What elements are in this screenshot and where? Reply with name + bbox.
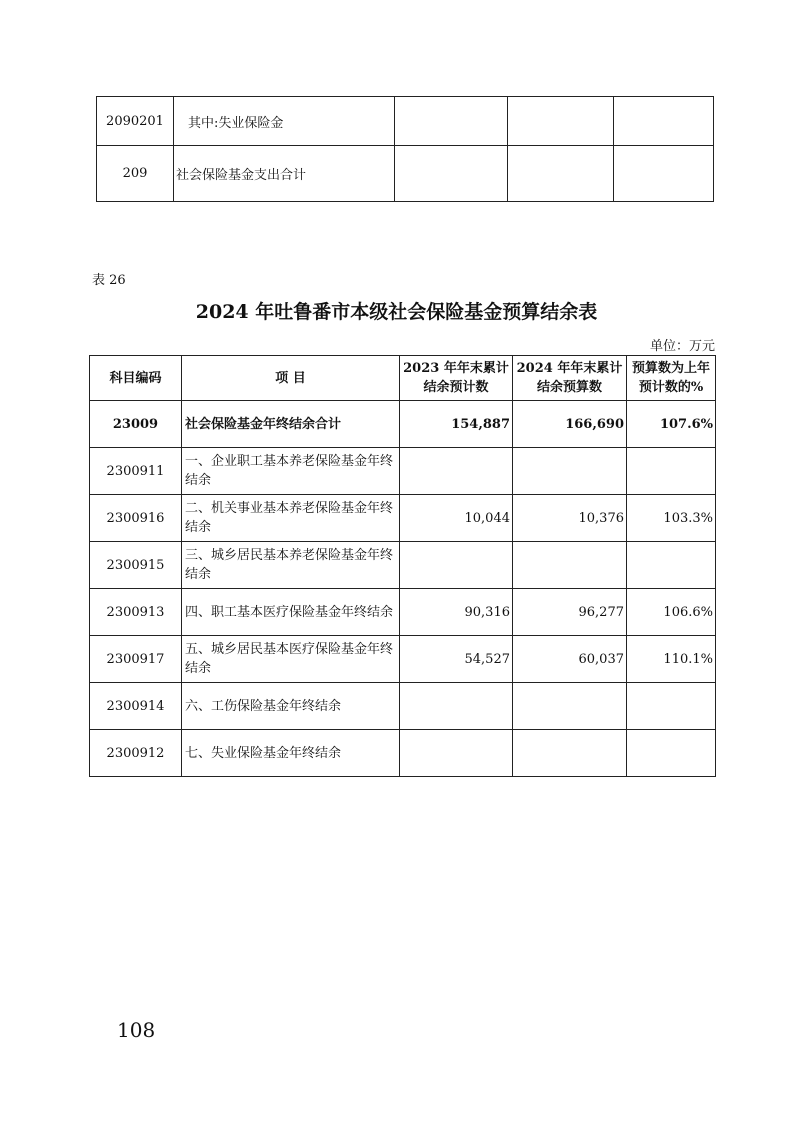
percent-cell <box>627 542 716 589</box>
value-cell <box>508 97 614 146</box>
code-cell: 2300914 <box>90 683 182 730</box>
table-number: 表 26 <box>92 273 126 288</box>
value-2023-cell <box>400 683 513 730</box>
value-2023-cell: 154,887 <box>400 401 513 448</box>
code-cell: 209 <box>97 146 174 202</box>
name-cell: 一、企业职工基本养老保险基金年终结余 <box>182 448 400 495</box>
value-cell <box>508 146 614 202</box>
page-number: 108 <box>117 1018 156 1042</box>
value-2023-cell: 54,527 <box>400 636 513 683</box>
value-cell <box>395 146 508 202</box>
value-2024-cell <box>513 730 627 777</box>
name-cell: 社会保险基金年终结余合计 <box>182 401 400 448</box>
code-cell: 2300917 <box>90 636 182 683</box>
total-row <box>90 401 716 448</box>
unit-label: 单位：万元 <box>649 339 715 354</box>
header-name: 项 目 <box>182 356 400 401</box>
percent-cell: 106.6% <box>627 589 716 636</box>
name-cell: 二、机关事业基本养老保险基金年终结余 <box>182 495 400 542</box>
header-2024: 2024 年年末累计结余预算数 <box>513 356 627 401</box>
value-2023-cell: 10,044 <box>400 495 513 542</box>
value-2024-cell <box>513 542 627 589</box>
code-cell: 2300913 <box>90 589 182 636</box>
code-cell: 2300915 <box>90 542 182 589</box>
table-row <box>90 636 716 683</box>
table-row <box>97 97 714 146</box>
budget-balance-table <box>89 355 716 777</box>
table-row <box>90 542 716 589</box>
value-2023-cell: 90,316 <box>400 589 513 636</box>
percent-cell <box>627 683 716 730</box>
value-2024-cell: 10,376 <box>513 495 627 542</box>
code-cell: 2300911 <box>90 448 182 495</box>
value-cell <box>395 97 508 146</box>
value-2023-cell <box>400 448 513 495</box>
value-2024-cell <box>513 683 627 730</box>
percent-cell <box>627 730 716 777</box>
table-row <box>90 448 716 495</box>
name-cell: 六、工伤保险基金年终结余 <box>182 683 400 730</box>
percent-cell: 103.3% <box>627 495 716 542</box>
value-cell <box>614 146 714 202</box>
value-cell <box>614 97 714 146</box>
code-cell: 2090201 <box>97 97 174 146</box>
code-cell: 2300916 <box>90 495 182 542</box>
value-2023-cell <box>400 542 513 589</box>
table-row <box>90 730 716 777</box>
header-percent: 预算数为上年预计数的% <box>627 356 716 401</box>
header-code: 科目编码 <box>90 356 182 401</box>
name-cell: 三、城乡居民基本养老保险基金年终结余 <box>182 542 400 589</box>
name-cell: 五、城乡居民基本医疗保险基金年终结余 <box>182 636 400 683</box>
value-2023-cell <box>400 730 513 777</box>
table-row <box>90 683 716 730</box>
percent-cell: 110.1% <box>627 636 716 683</box>
header-2023: 2023 年年末累计结余预计数 <box>400 356 513 401</box>
page-title: 2024 年吐鲁番市本级社会保险基金预算结余表 <box>195 301 598 323</box>
code-cell: 2300912 <box>90 730 182 777</box>
table-row <box>97 146 714 202</box>
name-cell: 其中:失业保险金 <box>174 97 395 146</box>
value-2024-cell <box>513 448 627 495</box>
percent-cell <box>627 448 716 495</box>
value-2024-cell: 166,690 <box>513 401 627 448</box>
value-2024-cell: 60,037 <box>513 636 627 683</box>
percent-cell: 107.6% <box>627 401 716 448</box>
previous-table-continuation <box>96 96 714 202</box>
code-cell: 23009 <box>90 401 182 448</box>
table-row <box>90 589 716 636</box>
table-header-row <box>90 356 716 401</box>
table-row <box>90 495 716 542</box>
name-cell: 四、职工基本医疗保险基金年终结余 <box>182 589 400 636</box>
name-cell: 社会保险基金支出合计 <box>174 146 395 202</box>
name-cell: 七、失业保险基金年终结余 <box>182 730 400 777</box>
value-2024-cell: 96,277 <box>513 589 627 636</box>
